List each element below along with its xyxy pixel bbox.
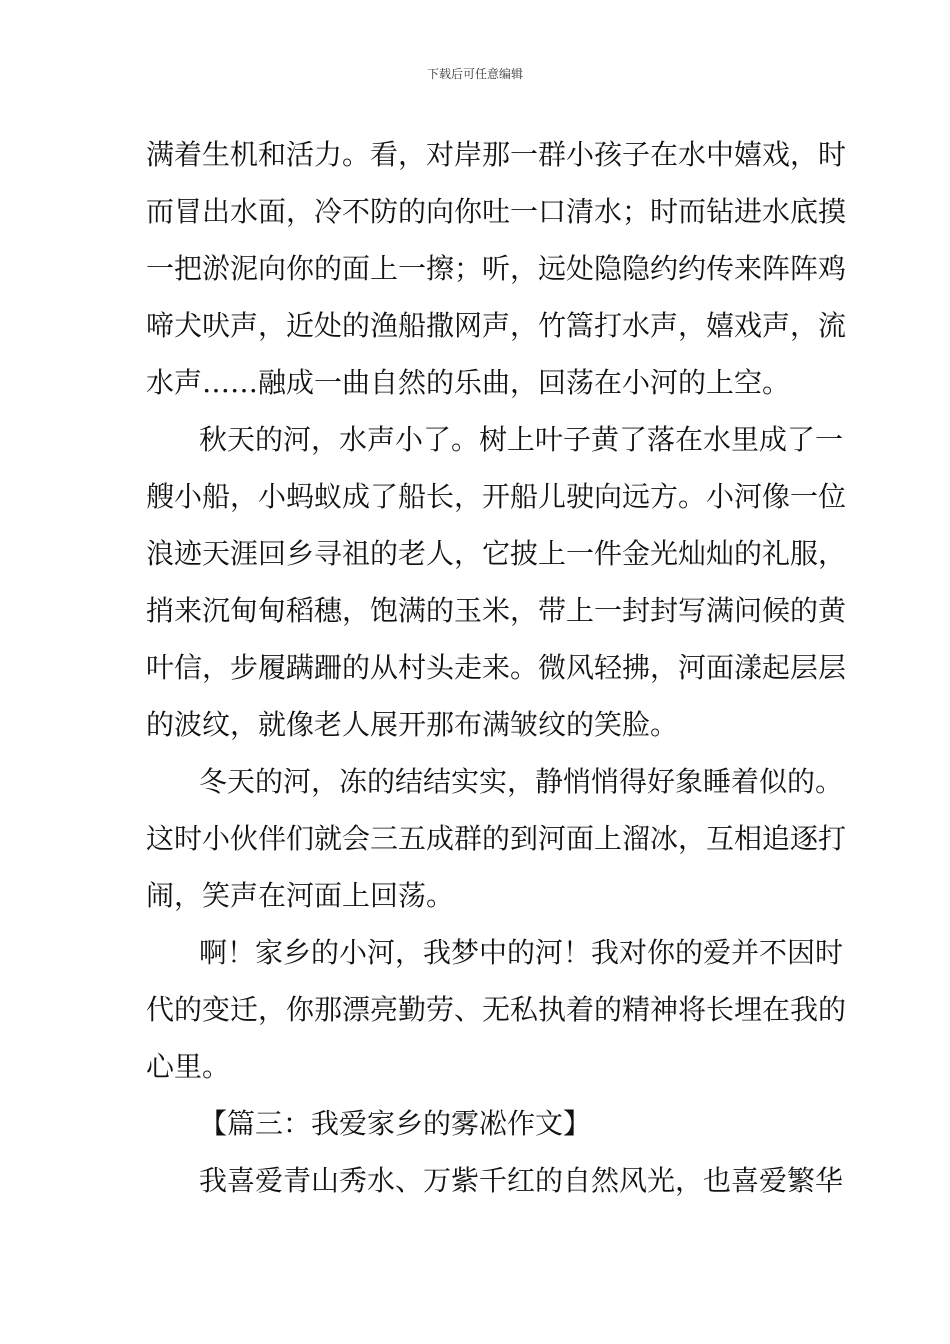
text-line: 而冒出水面，冷不防的向你吐一口清水；时而钻进水底摸 xyxy=(146,195,847,228)
text-line: 的波纹，就像老人展开那布满皱纹的笑脸。 xyxy=(146,708,679,741)
page-header: 下载后可任意编辑 xyxy=(426,67,523,81)
text-line: 秋天的河，水声小了。树上叶子黄了落在水里成了一 xyxy=(199,423,844,456)
text-line: 水声……融成一曲自然的乐曲，回荡在小河的上空。 xyxy=(146,366,791,399)
document-body xyxy=(146,126,847,1209)
text-line: 满着生机和活力。看，对岸那一群小孩子在水中嬉戏，时 xyxy=(146,138,847,171)
text-line: 冬天的河，冻的结结实实，静悄悄得好象睡着似的。 xyxy=(199,765,844,798)
text-line: 浪迹天涯回乡寻祖的老人，它披上一件金光灿灿的礼服， xyxy=(146,537,847,570)
text-line: 捎来沉甸甸稻穗，饱满的玉米，带上一封封写满问候的黄 xyxy=(146,594,847,627)
text-line: 这时小伙伴们就会三五成群的到河面上溜冰，互相追逐打 xyxy=(146,822,847,855)
text-line: 我喜爱青山秀水、万紫千红的自然风光，也喜爱繁华 xyxy=(199,1164,844,1197)
text-line: 啊！家乡的小河，我梦中的河！我对你的爱并不因时 xyxy=(199,936,844,969)
text-line: 代的变迁，你那漂亮勤劳、无私执着的精神将长埋在我的 xyxy=(146,993,847,1026)
text-line: 心里。 xyxy=(146,1050,231,1083)
text-line: 一把淤泥向你的面上一擦；听，远处隐隐约约传来阵阵鸡 xyxy=(146,252,847,285)
text-line: 闹，笑声在河面上回荡。 xyxy=(146,879,455,912)
text-line: 艘小船，小蚂蚁成了船长，开船儿驶向远方。小河像一位 xyxy=(146,480,847,513)
text-line: 啼犬吠声，近处的渔船撒网声，竹篙打水声，嬉戏声，流 xyxy=(146,309,847,342)
section-heading: 【篇三：我爱家乡的雾凇作文】 xyxy=(199,1107,592,1140)
text-line: 叶信，步履蹒跚的从村头走来。微风轻拂，河面漾起层层 xyxy=(146,651,847,684)
